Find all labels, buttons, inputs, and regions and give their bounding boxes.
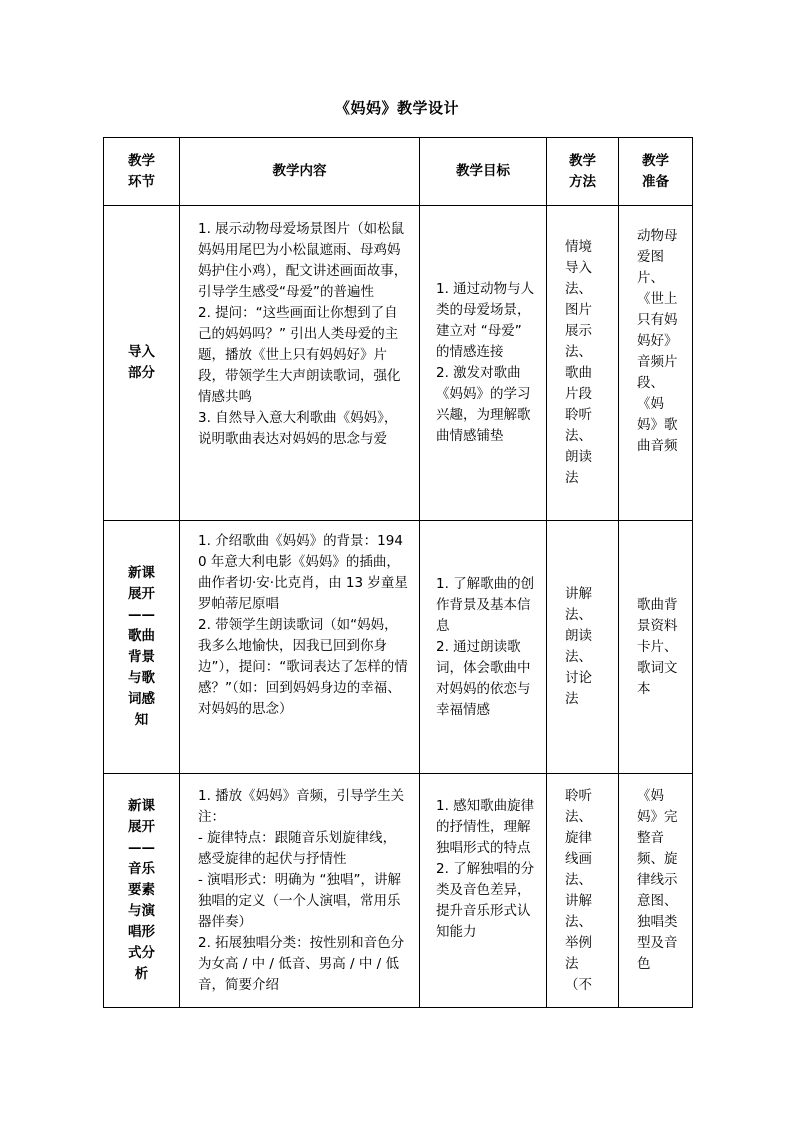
content-item: - 旋律特点：跟随音乐划旋律线，感受旋律的起伏与抒情性 — [198, 830, 397, 867]
goal-cell — [420, 521, 547, 774]
table-row — [104, 774, 693, 1008]
prep-cell: 动物母爱图片、《世上只有妈妈好》音频片段、《妈妈》歌曲音频 — [619, 206, 693, 521]
goal-item: 2. 通过朗读歌词，体会歌曲中对妈妈的依恋与幸福情感 — [436, 638, 531, 718]
stage-cell: 新课展开——音乐要素与演唱形式分析 — [104, 774, 180, 1008]
lesson-plan-table — [103, 137, 693, 1008]
method-cell: 情境导入法、图片展示法、歌曲片段聆听法、朗读法 — [547, 206, 619, 521]
method-cell: 讲解法、朗读法、讨论法 — [547, 521, 619, 774]
goal-item: 1. 感知歌曲旋律的抒情性，理解独唱形式的特点 — [436, 798, 535, 856]
table-header-row — [104, 138, 693, 206]
header-stage: 教学环节 — [104, 138, 180, 206]
content-item: 3. 自然导入意大利歌曲《妈妈》，说明歌曲表达对妈妈的思念与爱 — [198, 410, 398, 447]
header-method: 教学方法 — [547, 138, 619, 206]
table-row — [104, 206, 693, 521]
page-title: 《妈妈》教学设计 — [334, 99, 459, 117]
content-item: 2. 带领学生朗读歌词（如“妈妈，我多么地愉快，因我已回到你身边”），提问：“歌词表达了怎样的情感？”（如：回到妈妈身边的幸福、对妈妈的思念） — [198, 617, 408, 717]
goal-item: 1. 通过动物与人类的母爱场景，建立对 “母爱” 的情感连接 — [436, 281, 535, 360]
stage-cell: 导入部分 — [104, 206, 180, 521]
content-cell — [180, 206, 420, 521]
stage-cell: 新课展开——歌曲背景与歌词感知 — [104, 521, 180, 774]
content-item: 1. 展示动物母爱场景图片（如松鼠妈妈用尾巴为小松鼠遮雨、母鸡妈妈护住小鸡），配文讲述画面故事，引导学生感受“母爱”的普遍性 — [198, 221, 408, 300]
content-cell — [180, 521, 420, 774]
content-item: - 演唱形式：明确为 “独唱”，讲解独唱的定义（一个人演唱，常用乐器伴奏） — [198, 872, 401, 930]
method-cell: 聆听法、旋律线画法、讲解法、举例法（不 — [547, 774, 619, 1008]
goal-cell — [420, 206, 547, 521]
content-item: 2. 拓展独唱分类：按性别和音色分为女高 / 中 / 低音、男高 / 中 / 低音，简要介绍 — [198, 935, 405, 993]
header-content: 教学内容 — [180, 138, 420, 206]
table-row — [104, 521, 693, 774]
content-item: 2. 提问：“这些画面让你想到了自己的妈妈吗？” 引出人类母爱的主题，播放《世上只有妈妈好》片段，带领学生大声朗读歌词，强化情感共鸣 — [198, 305, 401, 405]
content-cell — [180, 774, 420, 1008]
goal-item: 2. 激发对歌曲《妈妈》的学习兴趣，为理解歌曲情感铺垫 — [436, 365, 531, 444]
goal-item: 2. 了解独唱的分类及音色差异，提升音乐形式认知能力 — [436, 861, 535, 940]
goal-cell — [420, 774, 547, 1008]
prep-cell: 歌曲背景资料卡片、歌词文本 — [619, 521, 693, 774]
header-prep: 教学准备 — [619, 138, 693, 206]
content-item: 1. 介绍歌曲《妈妈》的背景：1940 年意大利电影《妈妈》的插曲，曲作者切·安·比克肖，由 13 岁童星罗帕蒂尼原唱 — [198, 533, 408, 612]
content-item: 1. 播放《妈妈》音频，引导学生关注： — [198, 788, 405, 825]
goal-item: 1. 了解歌曲的创作背景及基本信息 — [436, 575, 535, 634]
prep-cell: 《妈妈》完整音频、旋律线示意图、独唱类型及音色 — [619, 774, 693, 1008]
header-goal: 教学目标 — [420, 138, 547, 206]
